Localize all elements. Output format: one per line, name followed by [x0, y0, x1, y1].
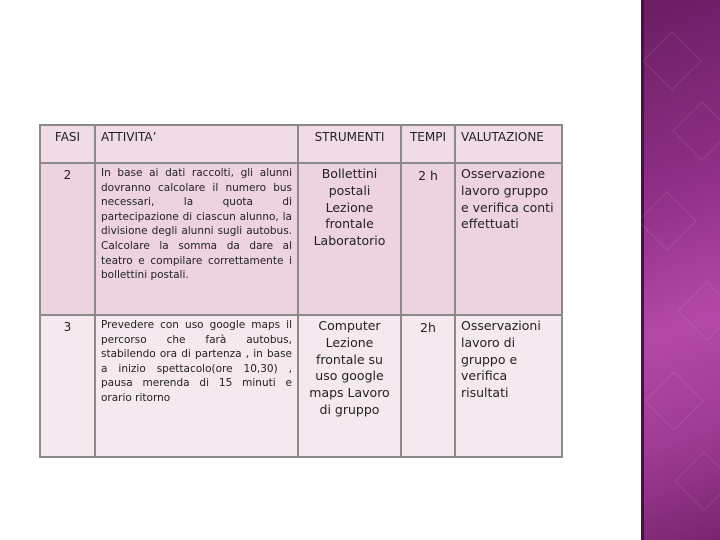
cell-strumenti: [298, 315, 401, 457]
header-valutazione: [455, 125, 562, 163]
header-attivita-label: ATTIVITA’: [101, 130, 157, 144]
strumenti-text: Bollettini postali Lezione frontale Laboratorio: [313, 166, 386, 249]
header-valutazione-label: VALUTAZIONE: [461, 130, 544, 144]
decorative-side-panel: [641, 0, 720, 540]
fase-number: 3: [63, 320, 72, 334]
panel-facet: [677, 281, 720, 340]
panel-facet: [642, 31, 701, 90]
panel-facet: [644, 371, 703, 430]
cell-tempi: [401, 315, 455, 457]
cell-valutazione: [455, 315, 562, 457]
header-strumenti-label: STRUMENTI: [314, 130, 385, 144]
header-strumenti: [298, 125, 401, 163]
attivita-text: Prevedere con uso google maps il percorso che farà autobus, stabilendo ora di partenza , in base a inizio spettacolo(ore 10,30) , pausa merenda di 15 minuti e orario ritorno: [101, 319, 292, 404]
cell-valutazione: [455, 163, 562, 315]
header-attivita: [95, 125, 298, 163]
fase-number: 2: [63, 168, 72, 182]
valutazione-text: Osservazione lavoro gruppo e verifica conti effettuati: [461, 166, 554, 232]
strumenti-text: Computer Lezione frontale su uso google maps Lavoro di gruppo: [309, 318, 390, 417]
cell-strumenti: [298, 163, 401, 315]
tempi-text: 2 h: [418, 168, 438, 183]
attivita-text: In base ai dati raccolti, gli alunni dovranno calcolare il numero bus necessari, la quota di partecipazione di ciascun alunno, la divisione degli alunni sugli autobus. Calcolare la somma da dare al teatro e compilare correttamente i bollettini postali.: [101, 167, 292, 282]
cell-attivita: [95, 163, 298, 315]
cell-attivita: [95, 315, 298, 457]
panel-facet: [674, 451, 720, 510]
table-header-row: [40, 125, 562, 163]
panel-facet: [672, 101, 720, 160]
valutazione-text: Osservazioni lavoro di gruppo e verifica risultati: [461, 318, 541, 401]
side-panel-edge: [641, 0, 644, 540]
panel-facet: [641, 191, 697, 250]
table-row: [40, 163, 562, 315]
table-row: [40, 315, 562, 457]
header-fasi-label: FASI: [54, 130, 81, 144]
header-tempi: [401, 125, 455, 163]
cell-fase: [40, 315, 95, 457]
activity-plan-table: [39, 124, 563, 458]
header-fasi: [40, 125, 95, 163]
cell-tempi: [401, 163, 455, 315]
header-tempi-label: TEMPI: [409, 130, 447, 144]
cell-fase: [40, 163, 95, 315]
tempi-text: 2h: [420, 320, 436, 335]
